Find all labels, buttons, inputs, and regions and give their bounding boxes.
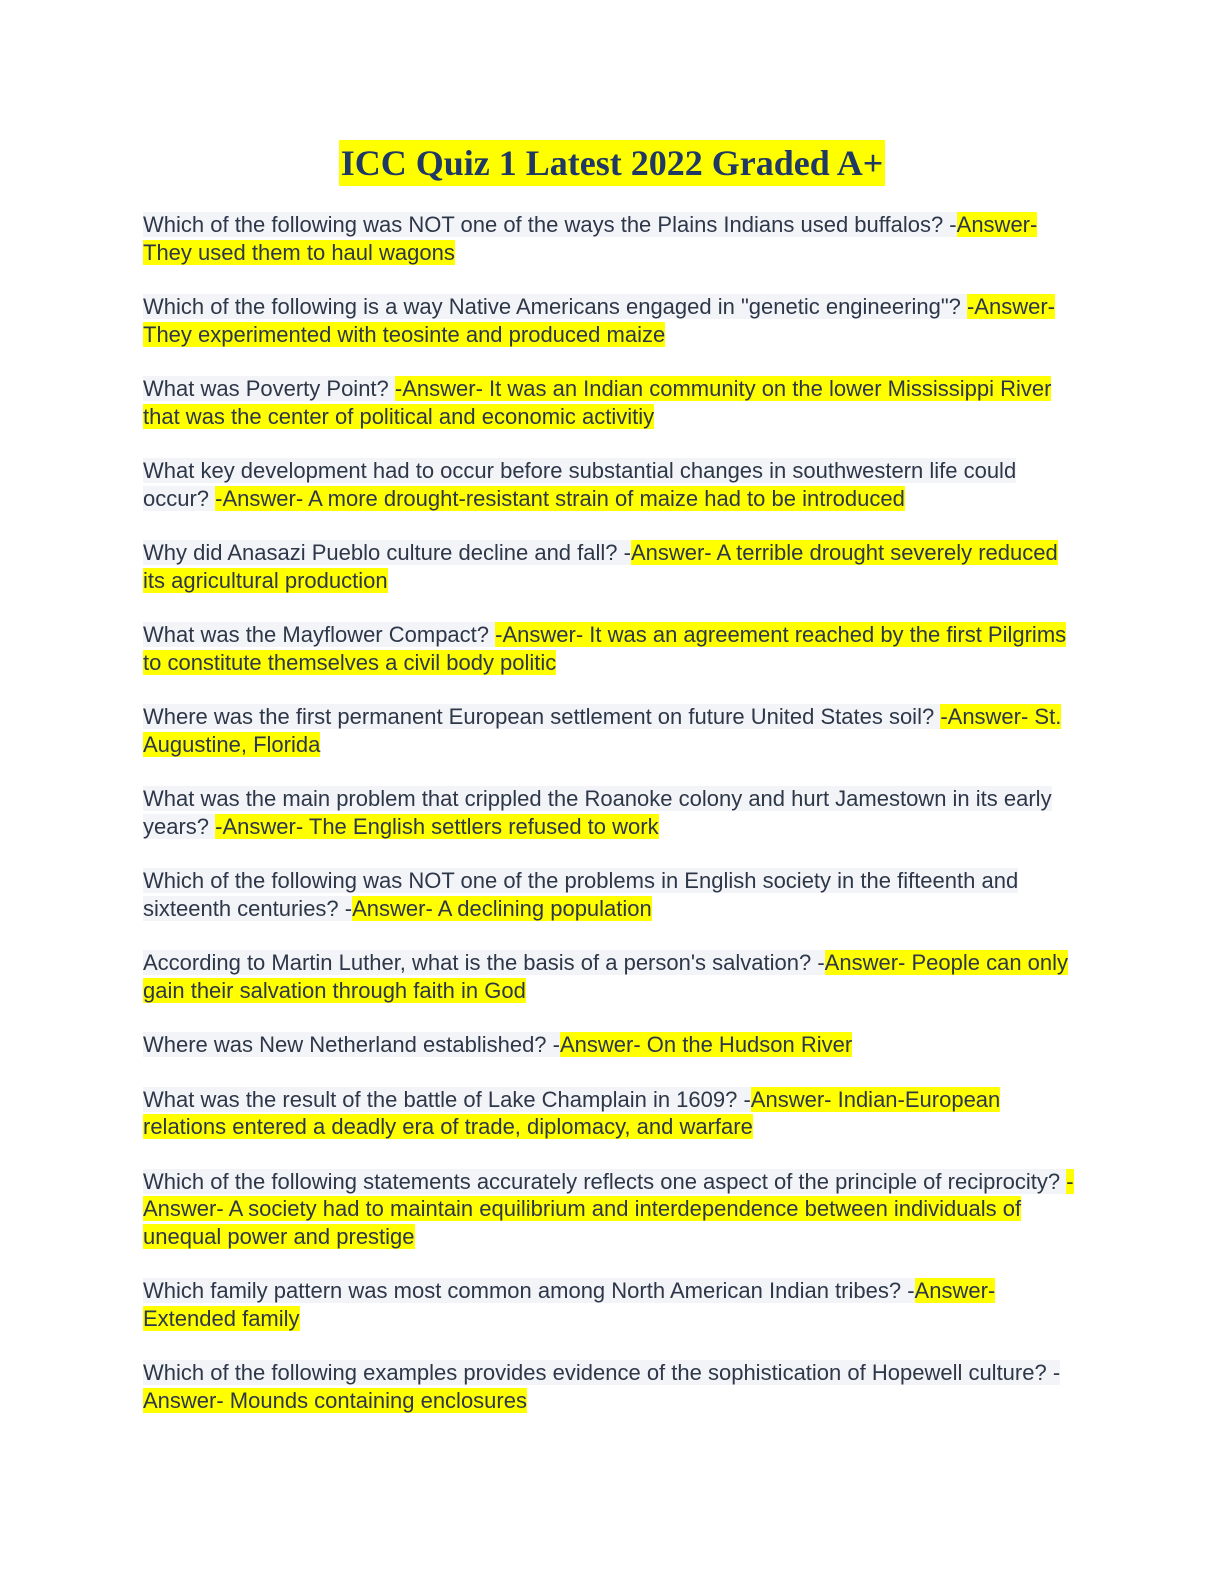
question-text: Which of the following examples provides evidence of the sophistication of Hopewell culture? - [143,1360,1061,1385]
answer-text: Answer- A terrible drought severely reduced its agricultural production [143,540,1058,593]
answer-text: Answer- A declining population [352,895,652,921]
qa-item-12 [143,1086,1078,1141]
answer-text: Answer- On the Hudson River [559,1032,853,1057]
answer-text: Answer- People can only gain their salvation through faith in God [143,950,1069,1003]
answer-text: -Answer- A society had to maintain equilibrium and interdependence between individuals of unequal power and prestige [143,1168,1074,1249]
question-text: Which of the following was NOT one of the ways the Plains Indians used buffalos? - [143,212,957,237]
qa-item-2 [143,293,1078,348]
qa-item-11 [143,1031,1078,1059]
qa-item-1 [143,211,1078,266]
answer-text: Answer- They used them to haul wagons [143,212,1038,265]
answer-text: -Answer- The English settlers refused to work [215,813,659,839]
document-title: ICC Quiz 1 Latest 2022 Graded A+ [339,140,886,186]
question-text: Why did Anasazi Pueblo culture decline and fall? - [143,540,631,565]
qa-item-5 [143,539,1078,594]
question-text: What was the Mayflower Compact? [143,622,496,647]
title-wrap [0,140,1224,186]
qa-item-4 [143,457,1078,512]
question-text: Which of the following was NOT one of the problems in English society in the fifteenth and sixteenth centuries? - [143,868,1019,921]
answer-text: -Answer- It was an Indian community on the lower Mississippi River that was the center of political and economic activitiy [143,376,1052,429]
answer-text: -Answer- St. Augustine, Florida [143,704,1062,757]
qa-item-7 [143,703,1078,758]
question-text: Which of the following is a way Native Americans engaged in "genetic engineering"? [143,294,967,319]
qa-item-3 [143,375,1078,430]
answer-text: Answer- Mounds containing enclosures [143,1387,527,1413]
answer-text: -Answer- It was an agreement reached by the first Pilgrims to constitute themselves a civil body politic [143,622,1067,675]
question-text: Where was New Netherland established? - [143,1032,560,1057]
question-text: Which of the following statements accurately reflects one aspect of the principle of reciprocity? [143,1168,1067,1194]
question-text: What was Poverty Point? [143,376,395,401]
answer-text: Answer- Extended family [143,1278,996,1331]
question-text: Where was the first permanent European settlement on future United States soil? [143,704,941,729]
qa-item-15 [143,1359,1078,1414]
answer-text: -Answer- A more drought-resistant strain of maize had to be introduced [215,485,905,511]
qa-item-8 [143,785,1078,840]
answer-text: -Answer- They experimented with teosinte and produced maize [143,294,1055,347]
question-text: What was the result of the battle of Lake Champlain in 1609? - [143,1086,751,1112]
qa-item-9 [143,867,1078,922]
answer-text: Answer- Indian-European relations entered a deadly era of trade, diplomacy, and warfare [143,1086,1001,1139]
question-text: What key development had to occur before substantial changes in southwestern life could occur? [143,458,1017,511]
qa-item-6 [143,621,1078,676]
qa-item-13 [143,1168,1078,1251]
question-text: According to Martin Luther, what is the basis of a person's salvation? - [143,950,825,975]
qa-list [143,211,1078,1441]
question-text: What was the main problem that crippled the Roanoke colony and hurt Jamestown in its early years? [143,786,1052,839]
qa-item-14 [143,1277,1078,1332]
question-text: Which family pattern was most common among North American Indian tribes? - [143,1278,915,1303]
qa-item-10 [143,949,1078,1004]
